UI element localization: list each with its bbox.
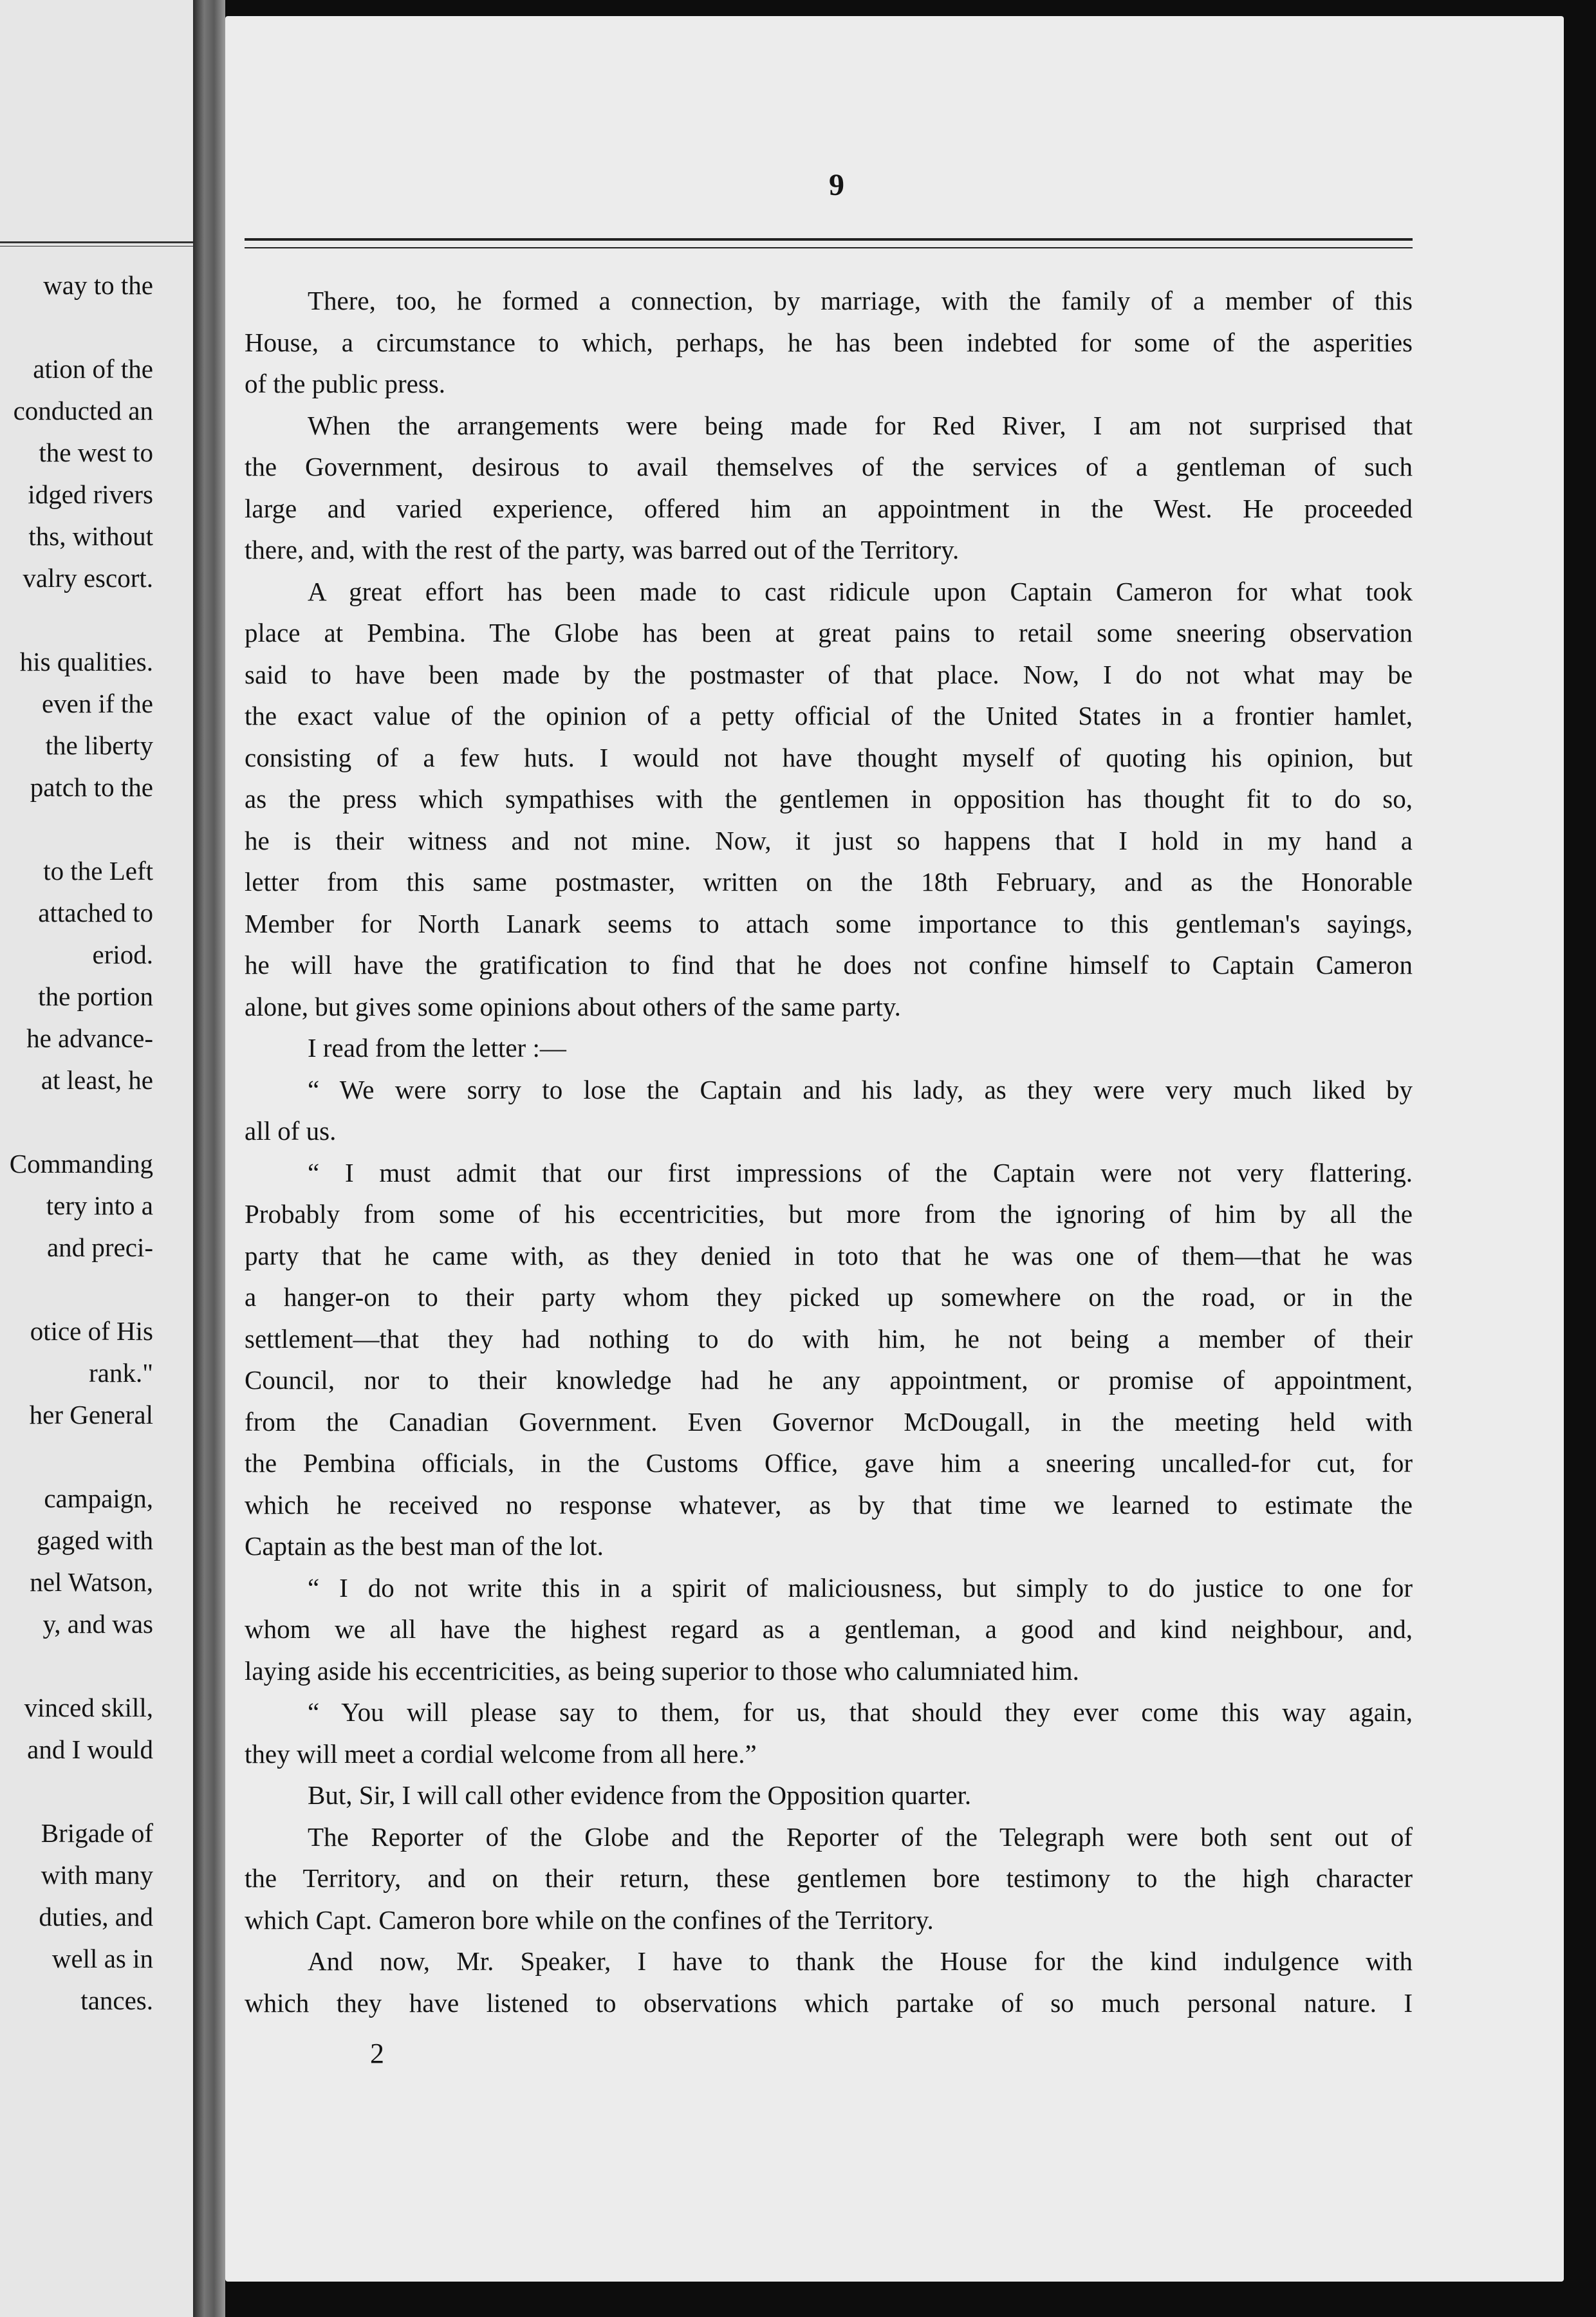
left-page-line: attached to — [38, 898, 153, 927]
text-line: But, Sir, I will call other evidence from the Opposition quarter. — [308, 1780, 972, 1810]
text-line: whom we all have the highest regard as a gentleman, a good and kind neighbour, and, — [245, 1614, 1413, 1644]
left-page-rule — [0, 241, 193, 247]
left-page-line: and preci- — [46, 1233, 153, 1262]
left-page-line: tances. — [80, 1986, 153, 2015]
left-page-line: and I would — [27, 1735, 153, 1764]
left-page-line: y, and was — [42, 1609, 153, 1639]
left-page-line: ation of the — [33, 354, 153, 384]
left-page-line: her General — [29, 1400, 153, 1429]
text-line: all of us. — [245, 1116, 337, 1146]
text-line: letter from this same postmaster, written on the 18th February, and as the Honorable — [245, 867, 1413, 897]
left-page-line: Commanding — [9, 1149, 153, 1178]
text-line: settlement—that they had nothing to do with him, he not being a member of their — [245, 1323, 1413, 1354]
page-number: 9 — [829, 168, 844, 202]
header-rule — [245, 238, 1413, 248]
text-line: And now, Mr. Speaker, I have to thank the House for the kind indulgence with — [308, 1946, 1413, 1976]
text-line: the exact value of the opinion of a petty official of the United States in a frontier hamlet, — [245, 701, 1413, 730]
text-line: party that he came with, as they denied in toto that he was one of them—that he was — [245, 1240, 1413, 1270]
left-page-line: even if the — [41, 689, 153, 718]
left-page-line: duties, and — [39, 1902, 153, 1931]
left-page-line: patch to the — [30, 772, 153, 802]
text-line: place at Pembina. The Globe has been at great pains to retail some sneering observation — [245, 618, 1413, 647]
left-page-line: to the Left — [43, 856, 153, 886]
book-gutter — [193, 0, 225, 2317]
text-line: the Government, desirous to avail themselves of the services of a gentleman of such — [245, 452, 1413, 481]
text-line: a hanger-on to their party whom they picked up somewhere on the road, or in the — [245, 1282, 1413, 1312]
text-line: Probably from some of his eccentricities, but more from the ignoring of him by all the — [245, 1199, 1413, 1229]
left-page-line: gaged with — [36, 1525, 153, 1555]
left-page-line: way to the — [43, 270, 153, 300]
left-page-line: tery into a — [46, 1191, 153, 1220]
left-page-line: eriod. — [92, 940, 153, 969]
text-line: large and varied experience, offered him an appointment in the West. He proceeded — [245, 493, 1413, 523]
text-line: Member for North Lanark seems to attach some importance to this gentleman's sayings, — [245, 908, 1413, 938]
text-line: Captain as the best man of the lot. — [245, 1531, 604, 1561]
text-line: consisting of a few huts. I would not have thought myself of quoting his opinion, but — [245, 742, 1413, 772]
left-page-line: rank." — [89, 1358, 153, 1388]
left-page-line: vinced skill, — [24, 1693, 153, 1722]
text-line: the Pembina officials, in the Customs Office, gave him a sneering uncalled-for cut, for — [245, 1448, 1413, 1478]
left-page-line: the portion — [38, 982, 153, 1011]
text-line: “ You will please say to them, for us, that should they ever come this way again, — [308, 1697, 1413, 1727]
text-line: they will meet a cordial welcome from all here.” — [245, 1738, 757, 1769]
text-line: The Reporter of the Globe and the Reporter of the Telegraph were both sent out of — [308, 1821, 1413, 1852]
left-page-line: at least, he — [41, 1065, 153, 1095]
text-line: which he received no response whatever, as by that time we learned to estimate the — [245, 1489, 1413, 1520]
left-page-line: conducted an — [13, 396, 153, 425]
text-line: which Capt. Cameron bore while on the confines of the Territory. — [245, 1904, 934, 1935]
text-line: the Territory, and on their return, these gentlemen bore testimony to the high character — [245, 1863, 1413, 1893]
adjacent-page-fragment — [0, 0, 193, 2317]
body-text — [245, 280, 1413, 2024]
left-page-line: with many — [41, 1860, 153, 1890]
text-line: A great effort has been made to cast ridicule upon Captain Cameron for what took — [308, 576, 1413, 606]
text-line: When the arrangements were being made for Red River, I am not surprised that — [308, 410, 1413, 440]
text-line: he is their witness and not mine. Now, it just so happens that I hold in my hand a — [245, 825, 1413, 855]
text-line: as the press which sympathises with the gentlemen in opposition has thought fit to do so, — [245, 784, 1413, 814]
left-page-line: idged rivers — [28, 479, 153, 509]
text-line: laying aside his eccentricities, as being superior to those who calumniated him. — [245, 1655, 1079, 1686]
text-line: There, too, he formed a connection, by marriage, with the family of a member of this — [308, 286, 1413, 315]
left-page-line: well as in — [51, 1944, 153, 1973]
text-line: “ I do not write this in a spirit of maliciousness, but simply to do justice to one for — [308, 1572, 1413, 1603]
left-page-line: otice of His — [30, 1316, 153, 1346]
text-line: said to have been made by the postmaster of that place. Now, I do not what may be — [245, 659, 1413, 689]
left-page-line: valry escort. — [23, 563, 153, 593]
left-page-line: ths, without — [28, 521, 153, 551]
document-page — [225, 16, 1564, 2282]
signature-mark: 2 — [370, 2038, 384, 2069]
text-line: House, a circumstance to which, perhaps, he has been indebted for some of the asperities — [245, 327, 1413, 357]
left-page-line: the west to — [39, 438, 153, 467]
text-line: he will have the gratification to find that he does not confine himself to Captain Cameron — [245, 950, 1413, 980]
left-page-line: the liberty — [45, 730, 153, 760]
text-line: from the Canadian Government. Even Governor McDougall, in the meeting held with — [245, 1406, 1413, 1437]
text-line: “ I must admit that our first impressions of the Captain were not very flattering. — [308, 1157, 1413, 1187]
left-page-line: he advance- — [26, 1023, 153, 1053]
text-line: Council, nor to their knowledge had he any appointment, or promise of appointment, — [245, 1365, 1413, 1395]
left-page-line: Brigade of — [41, 1818, 153, 1848]
text-line: “ We were sorry to lose the Captain and his lady, as they were very much liked by — [308, 1074, 1413, 1104]
left-page-line: campaign, — [44, 1484, 153, 1513]
text-line: which they have listened to observations which partake of so much personal nature. I — [245, 1987, 1413, 2018]
text-line: of the public press. — [245, 369, 445, 398]
text-line: alone, but gives some opinions about others of the same party. — [245, 991, 901, 1021]
left-page-line: nel Watson, — [30, 1567, 153, 1597]
text-line: there, and, with the rest of the party, was barred out of the Territory. — [245, 535, 960, 564]
left-page-line: his qualities. — [19, 647, 153, 676]
text-line: I read from the letter :— — [308, 1033, 566, 1063]
